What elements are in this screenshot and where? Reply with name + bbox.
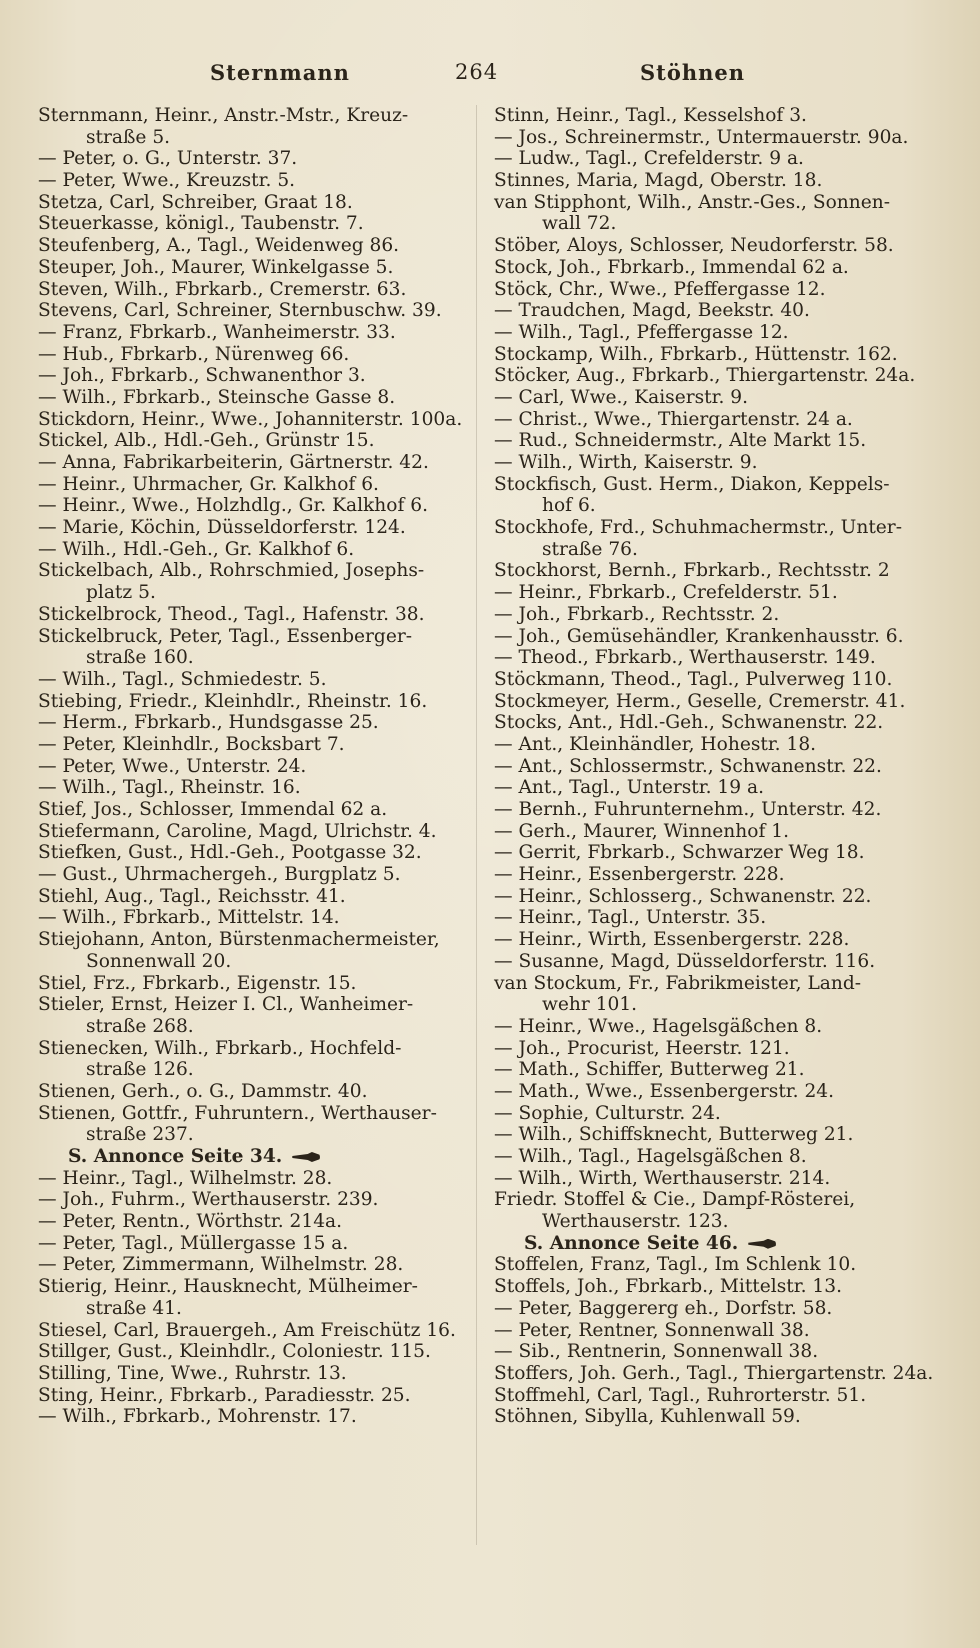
- directory-entry-text: — Hub., Fbrkarb., Nürenweg 66.: [38, 343, 350, 365]
- directory-entry-text: — Peter, Rentner, Sonnenwall 38.: [494, 1319, 810, 1341]
- directory-entry-text: Stiehl, Aug., Tagl., Reichsstr. 41.: [38, 885, 346, 907]
- entry-continuation-text: straße 41.: [86, 1297, 182, 1319]
- entry-continuation-text: straße 76.: [542, 538, 638, 560]
- directory-entry-text: Steven, Wilh., Fbrkarb., Cremerstr. 63.: [38, 278, 407, 300]
- directory-entry-text: Stieler, Ernst, Heizer I. Cl., Wanheimer-: [38, 994, 414, 1016]
- directory-entry-text: — Peter, Tagl., Müllergasse 15 a.: [38, 1232, 349, 1254]
- header-last-entry: Stöhnen: [640, 60, 746, 85]
- entry-continuation: [494, 539, 934, 561]
- entry-continuation: [38, 647, 468, 669]
- entry-continuation-text: Werthauserstr. 123.: [542, 1211, 729, 1233]
- page-header: [40, 60, 940, 92]
- directory-entry-text: Stiel, Frz., Fbrkarb., Eigenstr. 15.: [38, 972, 357, 994]
- directory-entry: [494, 842, 934, 864]
- directory-entry: [38, 213, 468, 235]
- directory-entry-text: — Math., Schiffer, Butterweg 21.: [494, 1059, 805, 1081]
- directory-entry-text: Stoffels, Joh., Fbrkarb., Mittelstr. 13.: [494, 1276, 842, 1298]
- directory-entry-text: — Susanne, Magd, Düsseldorferstr. 116.: [494, 950, 876, 972]
- directory-entry-text: — Gust., Uhrmachergeh., Burgplatz 5.: [38, 864, 401, 886]
- right-column: [494, 105, 934, 1428]
- directory-entry: [38, 279, 468, 301]
- entry-continuation-text: wall 72.: [542, 213, 617, 235]
- entry-continuation: [38, 127, 468, 149]
- directory-entry: [494, 1168, 934, 1190]
- directory-entry: [38, 235, 468, 257]
- directory-entry-text: — Peter, Wwe., Unterstr. 24.: [38, 755, 307, 777]
- directory-entry-text: — Wilh., Fbrkarb., Steinsche Gasse 8.: [38, 386, 396, 408]
- entry-continuation-text: Sonnenwall 20.: [86, 950, 232, 972]
- header-first-entry: Sternmann: [210, 60, 350, 85]
- directory-entry: [494, 647, 934, 669]
- directory-entry: [494, 951, 934, 973]
- directory-entry-text: Stöcker, Aug., Fbrkarb., Thiergartenstr. 24a.: [494, 365, 916, 387]
- directory-entry-text: — Joh., Fuhrm., Werthauserstr. 239.: [38, 1189, 379, 1211]
- directory-entry: [494, 452, 934, 474]
- directory-entry: [494, 409, 934, 431]
- directory-entry-text: — Rud., Schneidermstr., Alte Markt 15.: [494, 430, 867, 452]
- directory-entry-text: Steuper, Joh., Maurer, Winkelgasse 5.: [38, 256, 394, 278]
- directory-entry: [494, 929, 934, 951]
- directory-entry: [494, 1254, 934, 1276]
- directory-entry: [494, 235, 934, 257]
- directory-entry-text: — Christ., Wwe., Thiergartenstr. 24 a.: [494, 408, 853, 430]
- directory-entry: [38, 1341, 468, 1363]
- entry-continuation-text: straße 5.: [86, 126, 171, 148]
- directory-entry: [38, 1189, 468, 1211]
- directory-entry: [38, 669, 468, 691]
- directory-entry: [38, 1168, 468, 1190]
- directory-entry: [38, 560, 468, 582]
- directory-entry-text: Stinnes, Maria, Magd, Oberstr. 18.: [494, 170, 823, 192]
- directory-entry-text: — Theod., Fbrkarb., Werthauserstr. 149.: [494, 647, 876, 669]
- directory-entry-text: Stockhofe, Frd., Schuhmachermstr., Unter-: [494, 517, 902, 539]
- directory-entry: [494, 170, 934, 192]
- directory-entry: [38, 604, 468, 626]
- directory-entry-text: Stinn, Heinr., Tagl., Kesselshof 3.: [494, 105, 807, 126]
- directory-entry-text: — Gerh., Maurer, Winnenhof 1.: [494, 820, 789, 842]
- directory-entry: [38, 907, 468, 929]
- directory-entry-text: — Ant., Schlossermstr., Schwanenstr. 22.: [494, 755, 882, 777]
- directory-entry-text: — Ant., Tagl., Unterstr. 19 a.: [494, 777, 764, 799]
- entry-continuation-text: straße 126.: [86, 1059, 194, 1081]
- directory-entry-text: — Peter, Rentn., Wörthstr. 214a.: [38, 1211, 343, 1233]
- entry-continuation: [494, 213, 934, 235]
- directory-entry: [38, 712, 468, 734]
- directory-entry-text: van Stipphont, Wilh., Anstr.-Ges., Sonnen-: [494, 191, 890, 213]
- directory-entry-text: — Marie, Köchin, Düsseldorferstr. 124.: [38, 517, 406, 539]
- directory-entry: [38, 1254, 468, 1276]
- directory-entry: [494, 1059, 934, 1081]
- directory-entry-text: — Sophie, Culturstr. 24.: [494, 1102, 721, 1124]
- directory-entry-text: — Heinr., Tagl., Unterstr. 35.: [494, 907, 767, 929]
- entry-continuation: [38, 582, 468, 604]
- directory-entry-text: Stöckmann, Theod., Tagl., Pulverweg 110.: [494, 668, 893, 690]
- directory-entry-text: — Wilh., Hdl.-Geh., Gr. Kalkhof 6.: [38, 538, 355, 560]
- directory-entry-text: — Ant., Kleinhändler, Hohestr. 18.: [494, 733, 817, 755]
- directory-entry-text: Stienen, Gottfr., Fuhruntern., Werthauser-: [38, 1102, 437, 1124]
- directory-entry: [494, 626, 934, 648]
- directory-entry-text: Stickelbruck, Peter, Tagl., Essenberger-: [38, 625, 413, 647]
- directory-entry: [38, 322, 468, 344]
- directory-entry: [494, 886, 934, 908]
- directory-entry: [38, 886, 468, 908]
- directory-entry: [494, 105, 934, 127]
- entry-continuation: [38, 1059, 468, 1081]
- directory-entry: [38, 626, 468, 648]
- directory-entry: [38, 1081, 468, 1103]
- directory-entry: [494, 1385, 934, 1407]
- directory-entry-text: — Heinr., Fbrkarb., Crefelderstr. 51.: [494, 582, 838, 604]
- directory-entry: [38, 539, 468, 561]
- column-divider: [476, 105, 477, 1545]
- directory-entry: [38, 1211, 468, 1233]
- directory-entry: [38, 1385, 468, 1407]
- entry-continuation: [38, 1016, 468, 1038]
- directory-entry-text: — Wilh., Fbrkarb., Mohrenstr. 17.: [38, 1406, 357, 1428]
- directory-entry-text: — Heinr., Essenbergerstr. 228.: [494, 864, 785, 886]
- directory-entry: [38, 257, 468, 279]
- directory-entry-text: — Wilh., Tagl., Schmiedestr. 5.: [38, 668, 327, 690]
- directory-entry-text: — Heinr., Uhrmacher, Gr. Kalkhof 6.: [38, 473, 379, 495]
- directory-entry-text: Stief, Jos., Schlosser, Immendal 62 a.: [38, 799, 388, 820]
- directory-entry-text: — Wilh., Fbrkarb., Mittelstr. 14.: [38, 907, 340, 929]
- directory-entry-text: — Joh., Gemüsehändler, Krankenhausstr. 6.: [494, 625, 904, 647]
- directory-entry: [494, 1298, 934, 1320]
- directory-entry: [38, 452, 468, 474]
- directory-entry: [494, 756, 934, 778]
- directory-entry-text: — Traudchen, Magd, Beekstr. 40.: [494, 300, 810, 322]
- entry-continuation: [38, 951, 468, 973]
- directory-entry: [38, 430, 468, 452]
- directory-entry: [38, 799, 468, 821]
- directory-entry-text: — Math., Wwe., Essenbergerstr. 24.: [494, 1080, 835, 1102]
- entry-continuation: [494, 495, 934, 517]
- directory-entry: [38, 387, 468, 409]
- directory-entry: [38, 821, 468, 843]
- directory-entry-text: van Stockum, Fr., Fabrikmeister, Land-: [494, 972, 862, 994]
- directory-entry-text: — Heinr., Tagl., Wilhelmstr. 28.: [38, 1167, 333, 1189]
- directory-entry-text: Stockfisch, Gust. Herm., Diakon, Keppels-: [494, 473, 890, 495]
- directory-entry-text: Stoffmehl, Carl, Tagl., Ruhrorterstr. 51.: [494, 1384, 867, 1406]
- directory-entry: [38, 105, 468, 127]
- directory-entry-text: Stiefken, Gust., Hdl.-Geh., Pootgasse 32.: [38, 842, 422, 864]
- directory-entry: [494, 712, 934, 734]
- directory-entry: [494, 560, 934, 582]
- directory-entry-text: Stiefermann, Caroline, Magd, Ulrichstr. 4.: [38, 820, 437, 842]
- directory-entry-text: — Heinr., Wwe., Hagelsgäßchen 8.: [494, 1015, 823, 1037]
- directory-entry-text: Sting, Heinr., Fbrkarb., Paradiesstr. 25.: [38, 1384, 411, 1406]
- directory-entry: [494, 148, 934, 170]
- directory-entry: [494, 1276, 934, 1298]
- pointing-hand-icon: [292, 1152, 320, 1162]
- directory-entry-text: — Joh., Fbrkarb., Rechtsstr. 2.: [494, 603, 780, 625]
- directory-entry: [494, 1406, 934, 1428]
- directory-entry: [38, 734, 468, 756]
- directory-entry: [38, 1406, 468, 1428]
- entry-continuation: [38, 1298, 468, 1320]
- directory-entry-text: Stevens, Carl, Schreiner, Sternbuschw. 39.: [38, 300, 442, 322]
- directory-entry: [38, 1320, 468, 1342]
- directory-entry: [494, 1363, 934, 1385]
- directory-entry-text: Friedr. Stoffel & Cie., Dampf-Rösterei,: [494, 1189, 856, 1211]
- directory-entry: [494, 864, 934, 886]
- directory-entry-text: — Wilh., Wirth, Werthauserstr. 214.: [494, 1167, 831, 1189]
- directory-entry-text: Stock, Joh., Fbrkarb., Immendal 62 a.: [494, 256, 849, 278]
- annonce-reference: [494, 1233, 934, 1255]
- directory-entry-text: — Heinr., Schlosserg., Schwanenstr. 22.: [494, 885, 872, 907]
- directory-entry: [494, 1081, 934, 1103]
- directory-entry: [38, 1233, 468, 1255]
- directory-entry-text: — Wilh., Schiffsknecht, Butterweg 21.: [494, 1124, 854, 1146]
- directory-entry: [38, 300, 468, 322]
- directory-entry-text: — Wilh., Tagl., Hagelsgäßchen 8.: [494, 1146, 807, 1167]
- directory-entry-text: — Anna, Fabrikarbeiterin, Gärtnerstr. 42.: [38, 452, 429, 473]
- directory-entry: [494, 1146, 934, 1168]
- directory-entry: [494, 1124, 934, 1146]
- directory-entry: [494, 1341, 934, 1363]
- directory-entry: [38, 691, 468, 713]
- entry-continuation-text: platz 5.: [86, 582, 156, 604]
- directory-entry: [38, 365, 468, 387]
- directory-entry-text: Stöber, Aloys, Schlosser, Neudorferstr. 58.: [494, 235, 894, 257]
- directory-entry-text: — Peter, Kleinhdlr., Bocksbart 7.: [38, 733, 345, 755]
- directory-entry-text: — Herm., Fbrkarb., Hundsgasse 25.: [38, 712, 379, 734]
- directory-entry: [494, 344, 934, 366]
- directory-entry-text: — Gerrit, Fbrkarb., Schwarzer Weg 18.: [494, 842, 865, 864]
- directory-entry: [494, 907, 934, 929]
- directory-entry: [494, 1038, 934, 1060]
- directory-entry-text: — Peter, Wwe., Kreuzstr. 5.: [38, 170, 296, 192]
- entry-continuation: [494, 1211, 934, 1233]
- directory-entry: [38, 929, 468, 951]
- directory-entry-text: — Joh., Procurist, Heerstr. 121.: [494, 1037, 790, 1059]
- directory-entry-text: Stilling, Tine, Wwe., Ruhrstr. 13.: [38, 1362, 347, 1384]
- directory-entry-text: Steuerkasse, königl., Taubenstr. 7.: [38, 213, 364, 235]
- directory-entry: [494, 279, 934, 301]
- directory-entry-text: Sternmann, Heinr., Anstr.-Mstr., Kreuz-: [38, 105, 409, 126]
- directory-entry: [494, 430, 934, 452]
- directory-entry: [38, 495, 468, 517]
- directory-entry: [38, 864, 468, 886]
- directory-entry: [494, 322, 934, 344]
- directory-entry-text: — Jos., Schreinermstr., Untermauerstr. 90a.: [494, 126, 909, 148]
- directory-entry-text: — Peter, Baggererg eh., Dorfstr. 58.: [494, 1297, 833, 1319]
- directory-entry-text: Stienen, Gerh., o. G., Dammstr. 40.: [38, 1080, 368, 1102]
- directory-entry: [494, 973, 934, 995]
- left-column: [38, 105, 468, 1428]
- directory-entry: [38, 1038, 468, 1060]
- directory-entry-text: Stierig, Heinr., Hausknecht, Mülheimer-: [38, 1276, 418, 1298]
- directory-entry: [494, 387, 934, 409]
- directory-entry: [494, 1189, 934, 1211]
- directory-entry-text: — Heinr., Wwe., Holzhdlg., Gr. Kalkhof 6.: [38, 495, 429, 517]
- directory-entry: [494, 1103, 934, 1125]
- directory-entry: [38, 148, 468, 170]
- directory-entry-text: — Bernh., Fuhrunternehm., Unterstr. 42.: [494, 799, 882, 820]
- directory-entry: [38, 517, 468, 539]
- directory-entry: [38, 777, 468, 799]
- directory-entry: [494, 821, 934, 843]
- entry-continuation-text: wehr 101.: [542, 994, 638, 1016]
- directory-entry-text: — Carl, Wwe., Kaiserstr. 9.: [494, 386, 749, 408]
- directory-entry: [494, 1016, 934, 1038]
- directory-entry-text: Stiebing, Friedr., Kleinhdlr., Rheinstr. 16.: [38, 690, 428, 712]
- directory-entry: [494, 582, 934, 604]
- directory-entry-text: Stiejohann, Anton, Bürstenmachermeister,: [38, 929, 440, 951]
- entry-continuation-text: hof 6.: [542, 495, 596, 517]
- directory-entry: [494, 1320, 934, 1342]
- directory-entry-text: — Sib., Rentnerin, Sonnenwall 38.: [494, 1341, 819, 1363]
- directory-entry: [38, 756, 468, 778]
- directory-entry-text: — Ludw., Tagl., Crefelderstr. 9 a.: [494, 148, 804, 170]
- directory-entry: [494, 799, 934, 821]
- directory-entry: [494, 192, 934, 214]
- directory-entry-text: Stockhorst, Bernh., Fbrkarb., Rechtsstr. 2: [494, 560, 890, 582]
- directory-entry-text: — Peter, Zimmermann, Wilhelmstr. 28.: [38, 1254, 404, 1276]
- directory-entry: [494, 300, 934, 322]
- annonce-text: S. Annonce Seite 46.: [524, 1232, 739, 1254]
- annonce-text: S. Annonce Seite 34.: [68, 1146, 283, 1167]
- directory-entry: [494, 777, 934, 799]
- directory-entry-text: Stockmeyer, Herm., Geselle, Cremerstr. 41.: [494, 690, 906, 712]
- directory-entry-text: — Wilh., Tagl., Pfeffergasse 12.: [494, 321, 789, 343]
- directory-entry-text: Stöck, Chr., Wwe., Pfeffergasse 12.: [494, 278, 826, 300]
- directory-entry-text: — Wilh., Wirth, Kaiserstr. 9.: [494, 452, 758, 473]
- directory-entry: [494, 257, 934, 279]
- directory-entry-text: — Joh., Fbrkarb., Schwanenthor 3.: [38, 365, 366, 387]
- directory-entry-text: Stickel, Alb., Hdl.-Geh., Grünstr 15.: [38, 430, 375, 452]
- directory-entry-text: Stetza, Carl, Schreiber, Graat 18.: [38, 191, 353, 213]
- directory-entry-text: Stienecken, Wilh., Fbrkarb., Hochfeld-: [38, 1037, 402, 1059]
- directory-entry: [494, 734, 934, 756]
- directory-entry: [494, 365, 934, 387]
- directory-entry-text: Stöhnen, Sibylla, Kuhlenwall 59.: [494, 1406, 801, 1428]
- directory-entry: [494, 669, 934, 691]
- directory-entry-text: Stocks, Ant., Hdl.-Geh., Schwanenstr. 22.: [494, 712, 884, 734]
- directory-entry-text: — Wilh., Tagl., Rheinstr. 16.: [38, 777, 301, 799]
- directory-entry-text: Stoffers, Joh. Gerh., Tagl., Thiergartenstr. 24a.: [494, 1362, 934, 1384]
- directory-entry-text: Stickelbrock, Theod., Tagl., Hafenstr. 38.: [38, 603, 425, 625]
- directory-entry-text: — Peter, o. G., Unterstr. 37.: [38, 148, 298, 170]
- directory-entry: [494, 127, 934, 149]
- entry-continuation: [38, 1124, 468, 1146]
- directory-entry-text: Stoffelen, Franz, Tagl., Im Schlenk 10.: [494, 1254, 857, 1276]
- directory-entry-text: Stickdorn, Heinr., Wwe., Johanniterstr. 100a.: [38, 408, 463, 430]
- directory-entry: [494, 691, 934, 713]
- entry-continuation-text: straße 268.: [86, 1015, 194, 1037]
- directory-entry: [38, 842, 468, 864]
- entry-continuation: [494, 994, 934, 1016]
- directory-entry: [38, 973, 468, 995]
- directory-entry-text: Steufenberg, A., Tagl., Weidenweg 86.: [38, 235, 400, 257]
- directory-entry: [38, 409, 468, 431]
- directory-entry: [494, 517, 934, 539]
- directory-entry: [38, 192, 468, 214]
- directory-entry: [38, 1363, 468, 1385]
- directory-entry-text: Stiesel, Carl, Brauergeh., Am Freischütz 16.: [38, 1319, 456, 1341]
- directory-entry-text: Stickelbach, Alb., Rohrschmied, Josephs-: [38, 560, 425, 582]
- directory-entry: [38, 994, 468, 1016]
- directory-entry-text: — Heinr., Wirth, Essenbergerstr. 228.: [494, 929, 850, 951]
- directory-entry-text: Stockamp, Wilh., Fbrkarb., Hüttenstr. 162.: [494, 343, 898, 365]
- page-number: 264: [455, 60, 499, 84]
- directory-entry-text: Stillger, Gust., Kleinhdlr., Coloniestr. 115.: [38, 1341, 431, 1363]
- directory-entry: [38, 344, 468, 366]
- directory-entry: [38, 474, 468, 496]
- directory-entry: [494, 604, 934, 626]
- directory-entry-text: — Franz, Fbrkarb., Wanheimerstr. 33.: [38, 321, 396, 343]
- directory-entry: [38, 1276, 468, 1298]
- directory-entry: [38, 170, 468, 192]
- directory-entry: [38, 1103, 468, 1125]
- directory-entry: [494, 474, 934, 496]
- entry-continuation-text: straße 237.: [86, 1124, 194, 1146]
- pointing-hand-icon: [748, 1239, 776, 1249]
- entry-continuation-text: straße 160.: [86, 647, 194, 669]
- annonce-reference: [38, 1146, 468, 1168]
